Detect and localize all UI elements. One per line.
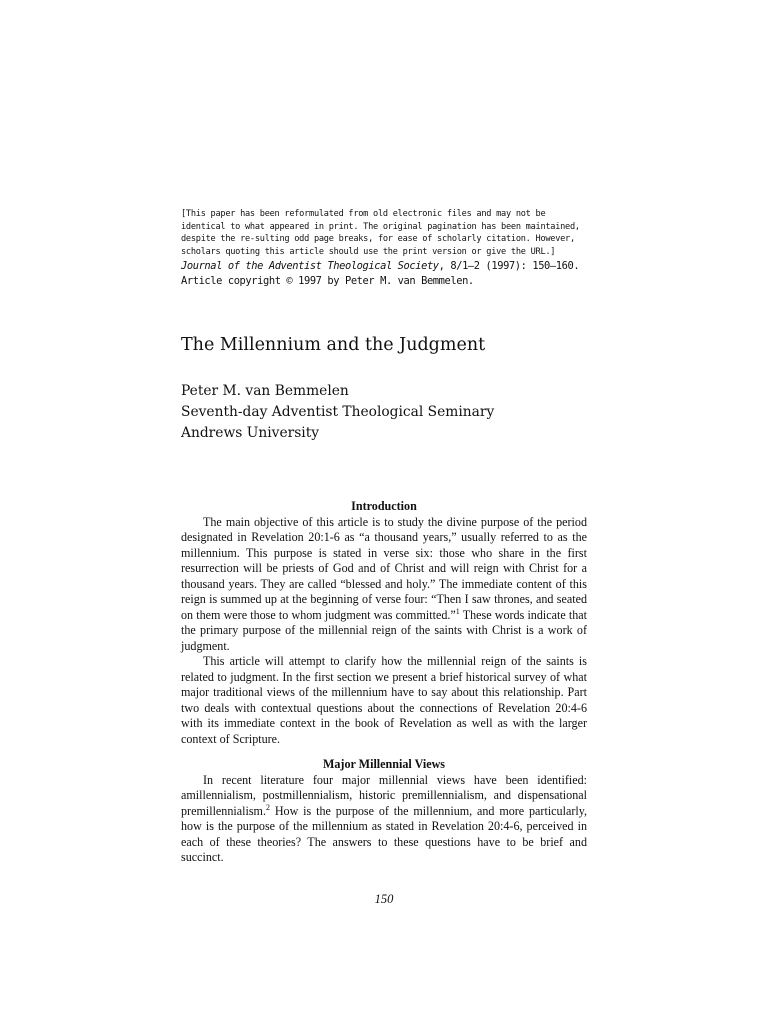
paragraph-text: The main objective of this article is to study the divine purpose of the period designated in Revelation 20:1-6 as “a thousand years,” usually referred to as the millennium. This purpose is stated in verse six: those who share in the first resurrection will be priests of God and of Christ and will reign with Christ for a thousand years. They are called “blessed and holy.” The immediate content of this reign is summed up at the beginning of verse four: “Then I saw thrones, and seated on them were those to whom judgment was committed.” — [181, 514, 587, 622]
paragraph — [181, 515, 587, 655]
page-number: 150 — [374, 892, 394, 906]
article-title: The Millennium and the Judgment — [181, 335, 486, 355]
journal-name: Journal of the Adventist Theological Society — [181, 260, 439, 272]
editorial-note: [This paper has been reformulated from old electronic files and may not be identical to what appeared in print. The original pagination has been maintained, despite the re-sulting odd page breaks, for ease of scholarly citation. However, scholars quoting this article should use the print version or give the URL.] — [181, 209, 580, 257]
citation-block — [181, 259, 601, 288]
journal-citation — [181, 259, 601, 274]
footnote-marker[interactable]: 2 — [265, 802, 270, 812]
paragraph-text: In recent literature four major millennial views have been identified: amillennialism, postmillennialism, historic premillennialism, and dispensational premillennialism. — [181, 772, 587, 818]
author-university: Andrews University — [181, 425, 320, 441]
footnote-marker[interactable]: 1 — [455, 606, 460, 616]
author-affiliation: Seventh-day Adventist Theological Seminary — [181, 404, 495, 420]
section-heading-major-views: Major Millennial Views — [322, 757, 446, 771]
paragraph-text: How is the purpose of the millennium, and more particularly, how is the purpose of the millennium as stated in Revelation 20:4-6, perceived in each of these theories? The answers to these questions have to be brief and succinct. — [181, 803, 587, 864]
section-heading-introduction: Introduction — [351, 499, 417, 513]
paragraph-text: These words indicate that the primary purpose of the millennial reign of the saints with Christ is a work of judgment. — [181, 607, 588, 653]
author-name: Peter M. van Bemmelen — [181, 383, 349, 399]
author-block — [181, 381, 601, 444]
copyright-line: Article copyright © 1997 by Peter M. van Bemmelen. — [181, 274, 474, 287]
paragraph — [181, 773, 587, 866]
journal-details: , 8/1–2 (1997): 150–160. — [438, 260, 580, 272]
article-body — [181, 499, 587, 866]
paragraph: This article will attempt to clarify how the millennial reign of the saints is related to judgment. In the first section we present a brief historical survey of what major traditional views of the millennium have to say about this relationship. Part two deals with contextual questions about the connections of Revelation 20:4-6 with its immediate context in the book of Revelation as well as with the larger context of Scripture. — [181, 654, 587, 746]
